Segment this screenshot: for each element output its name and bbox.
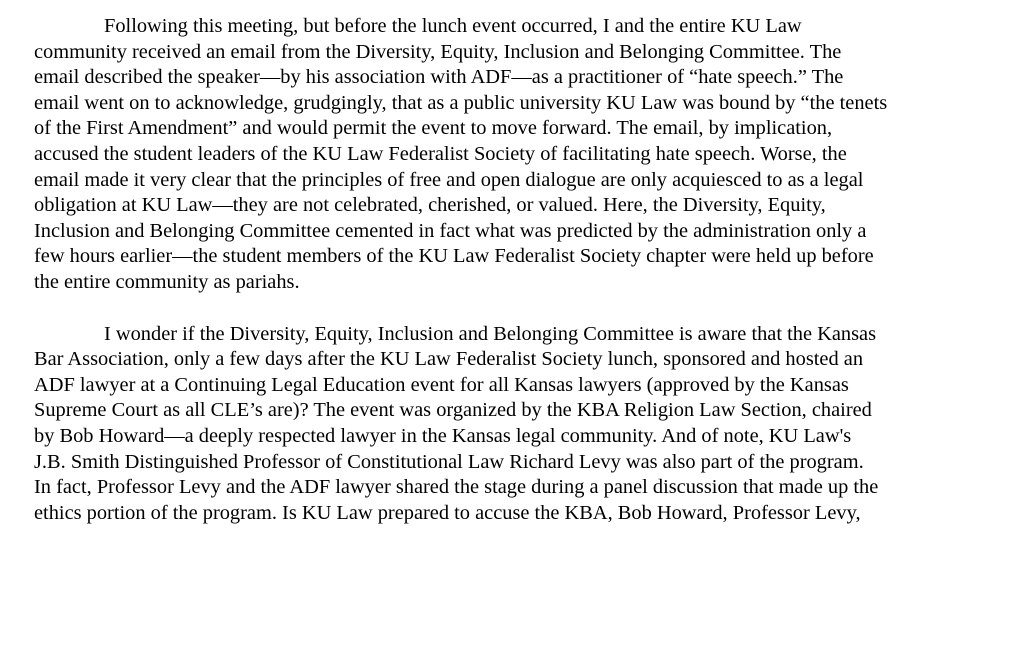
text-line: community received an email from the Diversity, Equity, Inclusion and Belonging Committee. The	[34, 40, 842, 63]
text-line: of the First Amendment” and would permit the event to move forward. The email, by implication,	[34, 117, 833, 140]
paragraph-2	[34, 322, 1024, 527]
text-line: email went on to acknowledge, grudgingly, that as a public university KU Law was bound by “the tenets	[34, 91, 888, 114]
text-line: I wonder if the Diversity, Equity, Inclusion and Belonging Committee is aware that the Kansas	[104, 322, 877, 345]
text-line: obligation at KU Law—they are not celebrated, cherished, or valued. Here, the Diversity, Equity,	[34, 194, 826, 217]
text-line: by Bob Howard—a deeply respected lawyer in the Kansas legal community. And of note, KU Law's	[34, 424, 852, 447]
text-line: ADF lawyer at a Continuing Legal Education event for all Kansas lawyers (approved by the Kansas	[34, 373, 849, 396]
text-line: Supreme Court as all CLE’s are)? The event was organized by the KBA Religion Law Section, chaired	[34, 399, 872, 422]
text-line: accused the student leaders of the KU Law Federalist Society of facilitating hate speech. Worse, the	[34, 142, 847, 165]
text-line: ethics portion of the program. Is KU Law prepared to accuse the KBA, Bob Howard, Professor Levy,	[34, 501, 861, 524]
text-line: email made it very clear that the principles of free and open dialogue are only acquiesced to as a legal	[34, 168, 864, 191]
text-line: Following this meeting, but before the lunch event occurred, I and the entire KU Law	[104, 15, 802, 37]
document-page	[34, 14, 1024, 526]
text-line: Inclusion and Belonging Committee cemented in fact what was predicted by the administration only a	[34, 219, 867, 242]
text-line: J.B. Smith Distinguished Professor of Constitutional Law Richard Levy was also part of the program.	[34, 450, 864, 473]
paragraph-1	[34, 14, 1024, 296]
text-line: few hours earlier—the student members of the KU Law Federalist Society chapter were held up before	[34, 245, 874, 268]
text-line: In fact, Professor Levy and the ADF lawyer shared the stage during a panel discussion that made up the	[34, 476, 879, 499]
text-line: the entire community as pariahs.	[34, 270, 300, 293]
text-line: email described the speaker—by his association with ADF—as a practitioner of “hate speech.” The	[34, 66, 844, 89]
text-line: Bar Association, only a few days after the KU Law Federalist Society lunch, sponsored and hosted an	[34, 348, 864, 371]
